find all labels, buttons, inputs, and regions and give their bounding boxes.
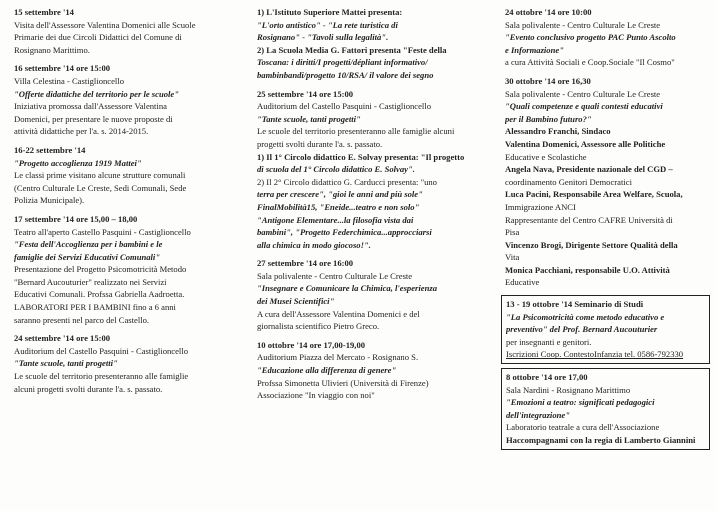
event-block: [14, 332, 242, 395]
event-text: Auditorium del Castello Pasquini - Castiglioncello: [14, 345, 189, 356]
event-text: Le scuole del territorio presenteranno alle famiglie: [14, 371, 189, 382]
event-date: 17 settembre '14 ore 15,00 – 18,00: [14, 213, 138, 224]
event-text: Haccompagnami con la regia di Lamberto Giannini: [506, 435, 696, 445]
event-text: saranno presenti nel parco del Castello.: [14, 314, 150, 325]
event-text: Immigrazione ANCI: [505, 201, 576, 212]
event-text: Educativi Comunali. Profssa Gabriella Aadroetta.: [14, 289, 185, 300]
event-date: 13 - 19 ottobre '14 Seminario di Studi: [506, 299, 644, 310]
column-left: [14, 6, 242, 401]
event-text: famiglie dei Servizi Educativi Comunali": [14, 251, 161, 262]
event-block: [257, 257, 485, 333]
event-text: Iscrizioni Coop. ContestoInfanzia tel. 0586-792330: [506, 349, 684, 360]
event-text: Iniziativa promossa dall'Assessore Valentina: [14, 101, 167, 112]
event-text: Laboratorio teatrale a cura dell'Associazione: [506, 422, 660, 433]
event-text: "Insegnare e Comunicare la Chimica, l'esperienza: [257, 283, 437, 294]
event-text: "L'orto antistico" - "La rete turistica di: [257, 19, 398, 30]
event-text: "Tante scuole, tanti progetti": [257, 113, 361, 124]
event-text: (Centro Culturale Le Creste, Sedi Comunali, Sede: [14, 182, 187, 193]
event-block: [257, 88, 485, 252]
event-text: coordinamento Genitori Democratici: [505, 176, 632, 187]
event-block: [14, 6, 242, 56]
event-text: dei Musei Scientifici": [257, 296, 335, 307]
event-text: bambini", "Progetto Federchimica...approcciarsi: [257, 227, 432, 238]
event-text: Villa Celestina - Castiglioncello: [14, 75, 124, 86]
event-date: 24 settembre '14 ore 15:00: [14, 333, 111, 344]
event-text: "Evento conclusivo progetto PAC Punto Ascolto: [505, 32, 676, 43]
event-text: preventivo" del Prof. Bernard Aucouturier: [506, 324, 658, 335]
event-text: Sala polivalente - Centro Culturale Le Creste: [257, 270, 413, 281]
event-text: "La Psicomotricità come metodo educativo e: [506, 311, 665, 322]
event-text: "Tante scuole, tanti progetti": [14, 358, 118, 369]
event-text: Le classi prime visitano alcune strutture comunali: [14, 170, 186, 181]
event-box: [501, 368, 710, 450]
event-text: terra per crescere", "gioi le anni and più sole": [257, 189, 423, 200]
event-text: 1) Il 1° Circolo didattico E. Solvay presenta: "Il progetto: [257, 151, 465, 162]
event-text: Vita: [505, 252, 520, 263]
event-text: "Progetto accoglienza 1919 Mattei": [14, 157, 142, 168]
column-right: [505, 6, 710, 454]
event-text: Sala polivalente - Centro Culturale Le Creste: [505, 88, 661, 99]
event-text: 2) Il 2° Circolo didattico G. Carducci presenta: "uno: [257, 176, 437, 187]
event-text: Presentazione del Progetto Psicomotricità Metodo: [14, 264, 187, 275]
event-text: Valentina Domenici, Assessore alle Politiche: [505, 138, 666, 149]
event-date: 1) L'Istituto Superiore Mattei presenta:: [257, 7, 403, 17]
event-text: Alessandro Franchi, Sindaco: [505, 126, 611, 137]
event-text: Auditorium del Castello Pasquini - Castiglioncello: [257, 101, 432, 112]
event-date: 30 ottobre '14 ore 16,30: [505, 75, 591, 86]
event-text: di scuola del 1° Circolo didattico E. Solvay".: [257, 164, 415, 175]
event-text: e Informazione": [505, 44, 564, 55]
event-block: [505, 75, 710, 289]
event-text: Polizia Municipale).: [14, 195, 85, 206]
column-middle: [257, 6, 485, 408]
event-text: A cura dell'Assessore Valentina Domenici e del: [257, 308, 420, 319]
event-text: per insegnanti e genitori.: [506, 336, 592, 347]
event-text: Rosignano" - "Tavoli sulla legalità".: [257, 32, 389, 43]
event-text: attività didattiche per l'a. s. 2014-2015.: [14, 126, 149, 137]
event-text: "Educazione alla differenza di genere": [257, 365, 397, 376]
event-text: "Quali competenze e quali contesti educativi: [505, 101, 663, 112]
event-text: "Offerte didattiche del territorio per le scuole": [14, 88, 180, 99]
event-date: 10 ottobre '14 ore 17,00-19,00: [257, 339, 366, 350]
event-text: Sala Nardini - Rosignano Marittimo: [506, 384, 631, 395]
event-text: Profssa Simonetta Ulivieri (Università di Firenze): [257, 377, 429, 388]
event-text: Vincenzo Brogi, Dirigente Settore Qualità della: [505, 239, 678, 250]
event-block: [505, 6, 710, 69]
event-text: dell'integrazione": [506, 409, 570, 420]
event-text: bambinbandi/progetto 10/RSA/ il valore dei segno: [257, 69, 434, 80]
event-text: Pisa: [505, 227, 520, 238]
event-text: "Antigone Elementare...la filosofia vista dai: [257, 214, 414, 225]
event-box: [501, 295, 710, 364]
event-text: Le scuole del territorio presenteranno alle famiglie alcuni: [257, 126, 455, 137]
event-text: giornalista scientifico Pietro Greco.: [257, 321, 380, 332]
event-text: Domenici, per presentare le nuove proposte di: [14, 113, 173, 124]
event-text: "Emozioni a teatro: significati pedagogici: [506, 397, 655, 408]
event-text: alcuni progetti svolti durante l'a. s. passato.: [14, 383, 163, 394]
event-text: Rosignano Marittimo.: [14, 44, 90, 55]
event-block: [14, 213, 242, 326]
event-text: Monica Pacchiani, responsabile U.O. Attività: [505, 264, 670, 275]
event-text: Auditorium Piazza del Mercato - Rosignano S.: [257, 352, 419, 363]
event-date: 8 ottobre '14 ore 17,00: [506, 372, 588, 383]
event-text: 2) La Scuola Media G. Fattori presenta "Feste della: [257, 44, 447, 55]
event-text: FinalMobilità15, "Eneide...teatro e non solo": [257, 201, 420, 212]
event-date: 27 settembre '14 ore 16:00: [257, 258, 354, 269]
event-date: 16 settembre '14 ore 15:00: [14, 63, 111, 74]
event-date: 15 settembre '14: [14, 7, 74, 17]
event-block: [257, 339, 485, 402]
event-text: Primarie dei due Circoli Didattici del Comune di: [14, 32, 182, 43]
event-text: Rappresentante del Centro CAFRE Università di: [505, 214, 673, 225]
event-text: Educative e Scolastiche: [505, 151, 587, 162]
event-text: Associazione "In viaggio con noi": [257, 390, 375, 401]
event-text: a cura Attività Sociali e Coop.Sociale "Il Cosmo": [505, 57, 675, 68]
event-text: "Festa dell'Accoglienza per i bambini e le: [14, 239, 163, 250]
event-text: Luca Pacini, Responsabile Area Welfare, Scuola,: [505, 189, 683, 200]
event-text: per il Bambino futuro?": [505, 113, 592, 124]
event-text: Angela Nava, Presidente nazionale del CGD –: [505, 164, 673, 175]
event-text: LABORATORI PER I BAMBINI fino a 6 anni: [14, 302, 176, 313]
event-text: Visita dell'Assessore Valentina Domenici alle Scuole: [14, 19, 196, 30]
event-text: "Bernard Aucouturier" realizzato nei Servizi: [14, 276, 167, 287]
event-date: 24 ottobre '14 ore 10:00: [505, 7, 592, 17]
event-block: [14, 144, 242, 207]
event-block: [257, 6, 485, 82]
event-date: 16-22 settembre '14: [14, 144, 86, 155]
event-text: Educative: [505, 277, 540, 288]
event-text: Teatro all'aperto Castello Pasquini - Castiglioncello: [14, 226, 191, 237]
event-block: [14, 62, 242, 138]
event-text: progetti svolti durante l'a. s. passato.: [257, 138, 383, 149]
event-date: 25 settembre '14 ore 15:00: [257, 88, 354, 99]
event-text: Toscana: i diritti/I progetti/dépliant informativo/: [257, 57, 428, 68]
event-text: Sala polivalente - Centro Culturale Le Creste: [505, 19, 661, 30]
event-text: alla chimica in modo giocoso!".: [257, 239, 371, 250]
